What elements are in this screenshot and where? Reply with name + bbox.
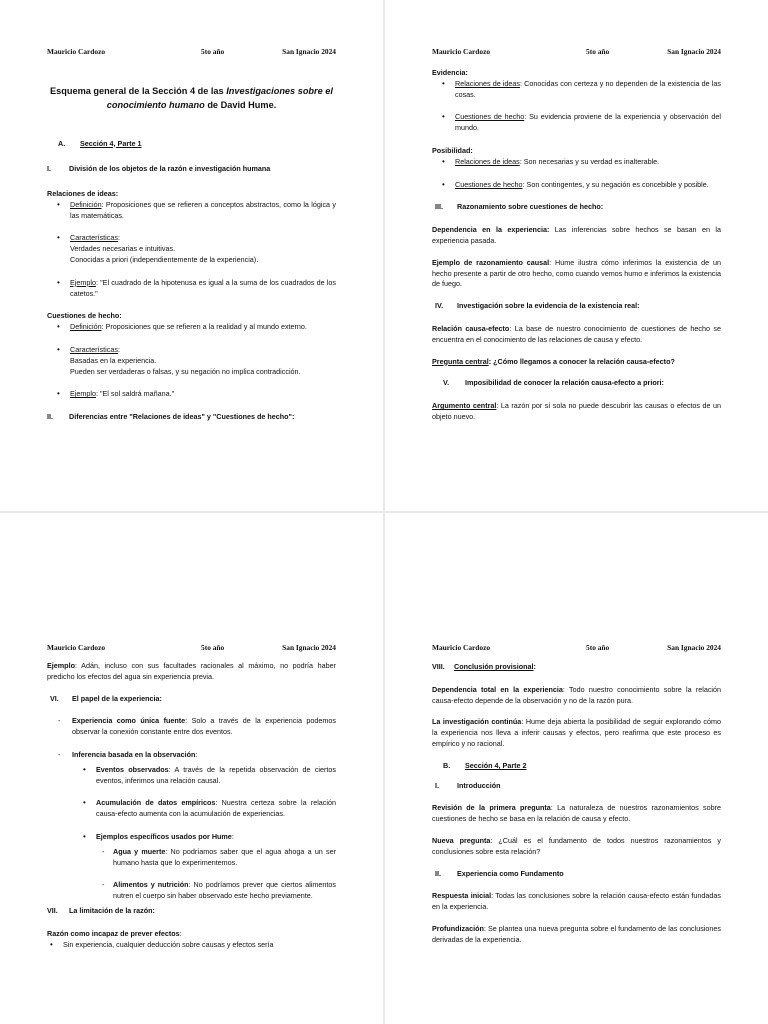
document-page-3 — [0, 513, 383, 1024]
list-item: • Eventos observados: A través de la repetida observación de ciertos eventos, inferimos una relación causal. — [83, 765, 336, 787]
list-item: • Definición: Proposiciones que se refieren a la realidad y al mundo externo. — [57, 322, 336, 333]
evidencia-label: Evidencia: — [432, 68, 468, 77]
dependencia-paragraph: Dependencia en la experiencia: Las inferencias sobre hechos se basan en la experiencia pasada. — [432, 225, 721, 245]
header-place: San Ignacio 2024 — [667, 643, 721, 652]
posibilidad-list — [432, 157, 721, 191]
inferencia-sublist — [83, 765, 336, 902]
header-author: Mauricio Cardozo — [47, 643, 106, 652]
argumento-central-paragraph: Argumento central: La razón por sí sola no puede descubrir las causas o efectos de un objeto nuevo. — [432, 401, 721, 421]
section-v-heading: V. Imposibilidad de conocer la relación causa-efecto a priori: — [443, 378, 664, 388]
list-item: • Cuestiones de hecho: Son contingentes, y su negación es concebible y posible. — [442, 180, 721, 191]
header-author: Mauricio Cardozo — [432, 47, 491, 56]
list-item: - Alimentos y nutrición: No podríamos prever que ciertos alimentos nutren el cuerpo sin haber observado este hecho previamente. — [96, 880, 336, 902]
revision-paragraph: Revisión de la primera pregunta: La naturaleza de nuestros razonamientos sobre cuestiones de hecho se basa en la relación de causa y efecto. — [432, 803, 721, 824]
section-vi-heading: VI. El papel de la experiencia: — [50, 693, 162, 703]
header-grade: 5to año — [201, 643, 225, 652]
investigacion-continua-paragraph: La investigación continúa: Hume deja abierta la posibilidad de seguir explorando cómo la experiencia nos lleva a inferir causas y efectos, pero reafirma que este proceso es empírico y no racional. — [432, 717, 721, 748]
section-viii-heading: VIII. Conclusión provisional: — [432, 662, 536, 671]
cuestiones-list — [47, 322, 336, 400]
document-page-1 — [0, 0, 383, 511]
dependencia-total-paragraph: Dependencia total en la experiencia: Todo nuestro conocimiento sobre la relación causa-efecto depende de la observación y no de la razón pura. — [432, 684, 721, 705]
section-ii-heading: II. Experiencia como Fundamento — [435, 868, 564, 878]
header-place: San Ignacio 2024 — [667, 47, 721, 56]
document-page-4 — [385, 513, 768, 1024]
header-grade: 5to año — [201, 47, 225, 56]
razon-list — [47, 940, 336, 951]
document-page-2 — [385, 0, 768, 511]
header-author: Mauricio Cardozo — [47, 47, 106, 56]
page-header — [47, 642, 336, 653]
nueva-pregunta-paragraph: Nueva pregunta: ¿Cuál es el fundamento de todos nuestros razonamientos y conclusiones sobre esta relación? — [432, 835, 721, 856]
list-item: - Agua y muerte: No podríamos saber que el agua ahoga a un ser humano hasta que lo experimentemos. — [96, 847, 336, 869]
list-item: • Ejemplo: "El cuadrado de la hipotenusa es igual a la suma de los cuadrados de los catetos." — [57, 278, 336, 300]
list-item: • Definición: Proposiciones que se refieren a conceptos abstractos, como la lógica y las matemáticas. — [57, 200, 336, 222]
header-place: San Ignacio 2024 — [282, 643, 336, 652]
list-item: • Características: Basadas en la experiencia. Pueden ser verdaderas o falsas, y su negación no implica contradicción. — [57, 345, 336, 377]
section-ii-heading: II. Diferencias entre "Relaciones de ideas" y "Cuestiones de hecho": — [47, 412, 295, 422]
pregunta-central-paragraph: Pregunta central: ¿Cómo llegamos a conocer la relación causa-efecto? — [432, 356, 675, 366]
page-header — [432, 642, 721, 653]
header-grade: 5to año — [586, 47, 610, 56]
list-item: • Acumulación de datos empíricos: Nuestra certeza sobre la relación causa-efecto aumenta con la acumulación de experiencias. — [83, 798, 336, 820]
ejemplo-razonamiento-paragraph: Ejemplo de razonamiento causal: Hume ilustra cómo inferimos la existencia de un hecho presente a partir de otro hecho, como cuando vemos humo e inferimos la existencia de fuego. — [432, 257, 721, 289]
razon-label: Razón como incapaz de prever efectos: — [47, 928, 182, 938]
profundizacion-paragraph: Profundización: Se plantea una nueva pregunta sobre el fundamento de las conclusiones derivadas de la experiencia. — [432, 923, 721, 944]
section-iii-heading: III. Razonamiento sobre cuestiones de hecho: — [435, 202, 604, 212]
relaciones-list — [47, 200, 336, 300]
list-item: • Ejemplo: "El sol saldrá mañana." — [57, 389, 336, 400]
evidencia-list — [432, 79, 721, 134]
relacion-causa-efecto-paragraph: Relación causa-efecto: La base de nuestro conocimiento de cuestiones de hecho se encuentra en el conocimiento de las relaciones de causa y efecto. — [432, 323, 721, 344]
experiencia-list — [47, 716, 336, 902]
section-vii-heading: VII. La limitación de la razón: — [47, 905, 155, 915]
respuesta-inicial-paragraph: Respuesta inicial: Todas las conclusiones sobre la relación causa-efecto están fundadas en la experiencia. — [432, 891, 721, 912]
section-a-heading: A. Sección 4, Parte 1 — [58, 138, 142, 148]
cuestiones-de-hecho-label: Cuestiones de hecho: — [47, 311, 122, 321]
posibilidad-label: Posibilidad: — [432, 145, 473, 155]
header-grade: 5to año — [586, 643, 610, 652]
header-place: San Ignacio 2024 — [282, 47, 336, 56]
document-title: Esquema general de la Sección 4 de las Investigaciones sobre el conocimiento humano de David Hume. — [50, 86, 333, 111]
list-item: • Relaciones de ideas: Son necesarias y su verdad es inalterable. — [442, 157, 721, 168]
list-item: - Inferencia basada en la observación: • Eventos observados: A través de la repetida observación de ciertos eventos, inferimos una relación causal. • Acumulación de datos empíricos: Nuestra certeza sobre la relación causa-efecto aumenta con la acumulación de experiencias. • Ejemplos específicos usados por Hume: - Agua y muerte: No podríamos saber que el agua ahoga a un ser humano hasta que lo experimentemos. - Alimentos y nutrición: No podríamos prever que ciertos alimentos nutren el cuerpo sin haber observado este hecho previamente. — [47, 750, 336, 902]
section-i-heading: I. Introducción — [435, 780, 501, 790]
section-b-heading: B. Sección 4, Parte 2 — [443, 760, 527, 770]
page-header — [47, 46, 336, 57]
list-item: • Ejemplos específicos usados por Hume: - Agua y muerte: No podríamos saber que el agua ahoga a un ser humano hasta que lo experimentemos. - Alimentos y nutrición: No podríamos prever que ciertos alimentos nutren el cuerpo sin haber observado este hecho previamente. — [83, 832, 336, 902]
page-header — [432, 46, 721, 57]
section-i-heading: I. División de los objetos de la razón e investigación humana — [47, 164, 271, 174]
list-item: - Experiencia como única fuente: Solo a través de la experiencia podemos observar la conexión constante entre dos eventos. — [47, 716, 336, 738]
header-author: Mauricio Cardozo — [432, 643, 491, 652]
section-iv-heading: IV. Investigación sobre la evidencia de la existencia real: — [435, 301, 640, 311]
list-item: • Sin experiencia, cualquier deducción sobre causas y efectos sería — [50, 940, 336, 951]
list-item: • Cuestiones de hecho: Su evidencia proviene de la experiencia y observación del mundo. — [442, 112, 721, 134]
ejemplos-sublist — [96, 847, 336, 902]
ejemplo-adan-paragraph: Ejemplo: Adán, incluso con sus facultades racionales al máximo, no podría haber predicho los efectos del agua sin experiencia previa. — [47, 661, 336, 681]
list-item: • Relaciones de ideas: Conocidas con certeza y no dependen de la existencia de las cosas. — [442, 79, 721, 101]
relaciones-de-ideas-label: Relaciones de ideas: — [47, 189, 119, 199]
list-item: • Características: Verdades necesarias e intuitivas. Conocidas a priori (independientemente de la experiencia). — [57, 233, 336, 265]
